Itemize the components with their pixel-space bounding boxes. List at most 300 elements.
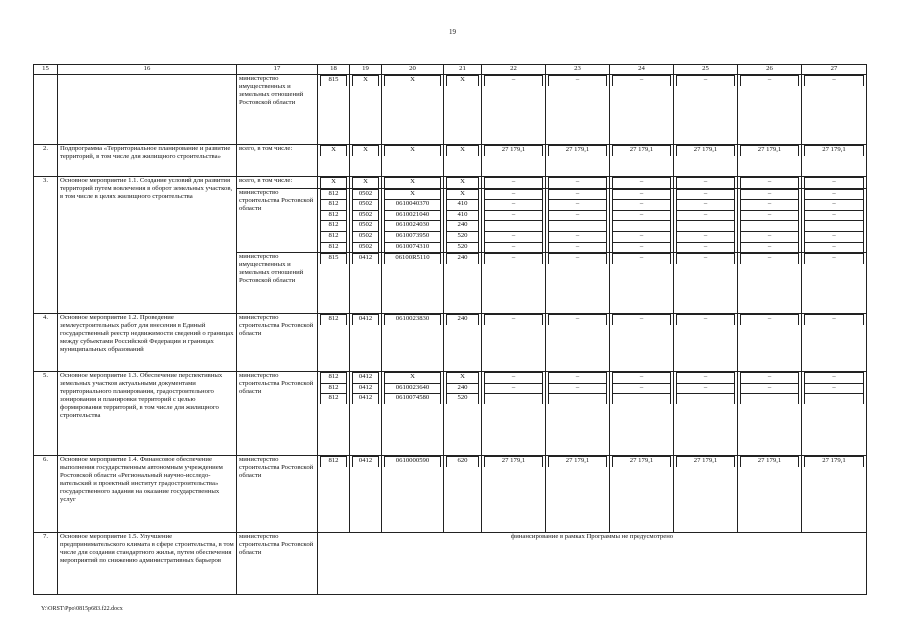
value-stack — [320, 177, 347, 188]
amount-value: – — [677, 189, 735, 200]
amount-value: – — [613, 231, 671, 242]
value-stack — [484, 372, 543, 404]
value-stack — [612, 456, 671, 467]
row-number: 2. — [34, 145, 58, 177]
value-stack — [384, 75, 441, 86]
value-stack — [612, 253, 671, 264]
value-line — [353, 383, 379, 394]
amount-value: – — [677, 210, 735, 221]
amount-value: – — [677, 178, 735, 188]
column-header: 18 — [318, 65, 350, 75]
code-rzpr-value: X — [353, 76, 379, 86]
value-line — [677, 242, 735, 252]
value-stack — [352, 75, 379, 86]
value-line — [353, 200, 379, 211]
code-vr-value: X — [447, 189, 479, 200]
value-cell — [802, 314, 867, 372]
value-line — [677, 394, 735, 404]
value-stack — [740, 189, 799, 253]
amount-value — [613, 394, 671, 404]
amount-value: – — [613, 178, 671, 188]
value-line — [485, 221, 543, 232]
value-line — [805, 76, 864, 86]
amount-value — [741, 221, 799, 232]
value-line — [677, 146, 735, 156]
value-line — [677, 76, 735, 86]
value-cell — [610, 314, 674, 372]
amount-value: – — [677, 315, 735, 325]
value-cell — [318, 314, 350, 372]
value-line — [447, 254, 479, 264]
value-line — [385, 383, 441, 394]
amount-value: – — [485, 254, 543, 264]
code-csr-value: 0610000590 — [385, 457, 441, 467]
value-cell — [350, 188, 382, 253]
value-line — [353, 231, 379, 242]
amount-value: – — [677, 76, 735, 86]
value-line — [321, 210, 347, 221]
value-stack — [384, 314, 441, 325]
value-line — [447, 231, 479, 242]
value-stack — [446, 253, 479, 264]
value-cell — [610, 456, 674, 533]
value-line — [741, 200, 799, 211]
event-name: Подпрограмма «Территориальное планирование и развитие территорий, в том числе для жилищного строительства» — [58, 145, 237, 177]
amount-value: 27 179,1 — [805, 457, 864, 467]
table-row — [34, 456, 867, 533]
value-line — [741, 76, 799, 86]
value-line — [805, 254, 864, 264]
value-stack — [612, 189, 671, 253]
value-stack — [676, 75, 735, 86]
value-line — [447, 178, 479, 188]
value-line — [677, 457, 735, 467]
code-vr-value: 240 — [447, 221, 479, 232]
value-stack — [740, 456, 799, 467]
value-cell — [350, 145, 382, 177]
code-grbs-value: X — [321, 178, 347, 188]
value-line — [741, 146, 799, 156]
code-rzpr-value: 0412 — [353, 457, 379, 467]
event-name: Основное мероприятие 1.2. Проведение землеустроительных работ для внесения в Единый государственный реестр недвижимости сведений о границах между субъектами Российской Федерации и границах муниципальных образований — [58, 314, 237, 372]
amount-value: – — [485, 231, 543, 242]
value-line — [353, 146, 379, 156]
amount-value: – — [741, 178, 799, 188]
amount-value: – — [741, 373, 799, 384]
value-line — [741, 231, 799, 242]
value-stack — [320, 314, 347, 325]
amount-value: – — [805, 373, 864, 384]
code-grbs-value: 812 — [321, 373, 347, 384]
value-stack — [612, 372, 671, 404]
code-rzpr-value: 0412 — [353, 315, 379, 325]
code-rzpr-value: 0502 — [353, 231, 379, 242]
value-stack — [352, 456, 379, 467]
value-stack — [484, 314, 543, 325]
value-line — [485, 200, 543, 211]
amount-value: 27 179,1 — [741, 457, 799, 467]
value-line — [549, 231, 607, 242]
value-cell — [382, 145, 444, 177]
value-stack — [320, 75, 347, 86]
value-line — [485, 373, 543, 384]
amount-value: – — [613, 315, 671, 325]
value-cell — [802, 145, 867, 177]
value-cell — [482, 145, 546, 177]
code-vr-value: 410 — [447, 200, 479, 211]
code-csr-value: X — [385, 373, 441, 384]
code-grbs-value: 812 — [321, 242, 347, 252]
amount-value: – — [549, 200, 607, 211]
value-line — [485, 146, 543, 156]
code-rzpr-value: 0502 — [353, 221, 379, 232]
value-stack — [740, 314, 799, 325]
value-cell — [546, 75, 610, 145]
event-name: Основное мероприятие 1.5. Улучшение предпринимательского климата в сфере строительства, в том числе для создания стандартного жилья, путем обеспечения мероприятий по снижению административных барьеров — [58, 533, 237, 595]
amount-value: – — [613, 76, 671, 86]
code-vr-value: 240 — [447, 315, 479, 325]
code-vr-value: X — [447, 178, 479, 188]
value-cell — [382, 75, 444, 145]
amount-value: 27 179,1 — [613, 146, 671, 156]
amount-value: – — [677, 200, 735, 211]
value-cell — [350, 456, 382, 533]
column-header: 22 — [482, 65, 546, 75]
table-row — [34, 533, 867, 595]
amount-value — [677, 394, 735, 404]
value-stack — [484, 189, 543, 253]
event-name: Основное мероприятие 1.1. Создание условий для развития территорий путем вовлечения в оборот земельных участков, в том числе в целях жилищного строительства — [58, 177, 237, 314]
value-line — [385, 231, 441, 242]
amount-value: – — [485, 383, 543, 394]
code-vr-value: 240 — [447, 254, 479, 264]
value-stack — [804, 314, 864, 325]
value-stack — [446, 75, 479, 86]
value-line — [549, 200, 607, 211]
value-cell — [382, 177, 444, 189]
amount-value: – — [485, 242, 543, 252]
value-cell — [482, 253, 546, 314]
value-cell — [802, 253, 867, 314]
value-cell — [318, 75, 350, 145]
value-cell — [802, 456, 867, 533]
value-line — [677, 178, 735, 188]
header-row — [34, 65, 867, 75]
value-cell — [674, 314, 738, 372]
amount-value: 27 179,1 — [805, 146, 864, 156]
value-cell — [318, 253, 350, 314]
code-rzpr-value: X — [353, 178, 379, 188]
value-stack — [446, 314, 479, 325]
amount-value: – — [741, 254, 799, 264]
value-line — [549, 178, 607, 188]
value-line — [385, 146, 441, 156]
value-stack — [320, 145, 347, 156]
value-cell — [482, 75, 546, 145]
amount-value: – — [549, 383, 607, 394]
value-stack — [740, 75, 799, 86]
value-cell — [546, 177, 610, 189]
row-number: 3. — [34, 177, 58, 314]
value-line — [805, 146, 864, 156]
amount-value: – — [549, 373, 607, 384]
value-stack — [676, 253, 735, 264]
code-vr-value: 240 — [447, 383, 479, 394]
value-cell — [444, 145, 482, 177]
value-stack — [548, 189, 607, 253]
value-line — [353, 254, 379, 264]
value-cell — [546, 145, 610, 177]
value-line — [613, 221, 671, 232]
value-line — [353, 221, 379, 232]
amount-value: – — [741, 76, 799, 86]
value-line — [447, 210, 479, 221]
value-line — [613, 254, 671, 264]
executor: министерство строительства Ростовской области — [237, 314, 318, 372]
table-row — [34, 177, 867, 189]
executor: министерство строительства Ростовской области — [237, 533, 318, 595]
column-header: 21 — [444, 65, 482, 75]
value-stack — [320, 189, 347, 253]
amount-value: – — [549, 242, 607, 252]
value-stack — [484, 75, 543, 86]
value-stack — [352, 372, 379, 404]
value-cell — [382, 456, 444, 533]
value-line — [549, 394, 607, 404]
value-cell — [444, 456, 482, 533]
amount-value: – — [485, 210, 543, 221]
value-line — [353, 373, 379, 384]
amount-value: – — [677, 231, 735, 242]
value-stack — [446, 177, 479, 188]
value-stack — [320, 253, 347, 264]
code-grbs-value: 812 — [321, 383, 347, 394]
value-line — [549, 210, 607, 221]
value-stack — [612, 314, 671, 325]
code-rzpr-value: X — [353, 146, 379, 156]
value-stack — [384, 145, 441, 156]
amount-value: – — [613, 373, 671, 384]
code-csr-value: 0610074580 — [385, 394, 441, 404]
value-line — [613, 457, 671, 467]
value-line — [447, 315, 479, 325]
value-stack — [484, 177, 543, 188]
amount-value: – — [549, 210, 607, 221]
value-line — [321, 189, 347, 200]
value-cell — [674, 177, 738, 189]
code-rzpr-value: 0502 — [353, 242, 379, 252]
value-line — [613, 200, 671, 211]
row-number: 5. — [34, 372, 58, 456]
value-line — [485, 315, 543, 325]
code-csr-value: 0610023640 — [385, 383, 441, 394]
value-cell — [546, 372, 610, 456]
amount-value: 27 179,1 — [549, 457, 607, 467]
amount-value: – — [741, 315, 799, 325]
value-cell — [444, 177, 482, 189]
value-line — [485, 254, 543, 264]
value-stack — [804, 456, 864, 467]
value-line — [741, 221, 799, 232]
value-cell — [318, 372, 350, 456]
value-cell — [546, 253, 610, 314]
amount-value — [613, 221, 671, 232]
code-rzpr-value: 0502 — [353, 189, 379, 200]
amount-value: – — [741, 189, 799, 200]
value-line — [741, 394, 799, 404]
value-line — [549, 373, 607, 384]
code-grbs-value: 812 — [321, 394, 347, 404]
value-line — [447, 394, 479, 404]
value-line — [353, 242, 379, 252]
value-line — [613, 231, 671, 242]
value-line — [677, 373, 735, 384]
code-rzpr-value: 0412 — [353, 254, 379, 264]
value-cell — [674, 188, 738, 253]
value-stack — [804, 372, 864, 404]
value-line — [549, 254, 607, 264]
value-line — [549, 457, 607, 467]
value-line — [549, 146, 607, 156]
code-csr-value: X — [385, 76, 441, 86]
value-line — [321, 242, 347, 252]
value-stack — [446, 189, 479, 253]
value-cell — [444, 253, 482, 314]
amount-value: – — [613, 254, 671, 264]
value-line — [447, 76, 479, 86]
value-line — [485, 242, 543, 252]
value-line — [805, 242, 864, 252]
value-cell — [318, 145, 350, 177]
amount-value: – — [485, 189, 543, 200]
value-cell — [318, 188, 350, 253]
value-stack — [740, 253, 799, 264]
event-name: Основное мероприятие 1.4. Финансовое обеспечение выполнения государственным автономным учреждением Ростовской области «Региональный научно-исследо-вательский и проектный институт градостроительства» государственного задания на оказание государственных услуг — [58, 456, 237, 533]
code-csr-value: 0610074310 — [385, 242, 441, 252]
executor: министерство строительства Ростовской области — [237, 372, 318, 456]
value-line — [385, 457, 441, 467]
value-cell — [350, 314, 382, 372]
value-stack — [740, 372, 799, 404]
value-line — [485, 178, 543, 188]
value-line — [385, 178, 441, 188]
value-line — [677, 210, 735, 221]
code-csr-value: X — [385, 178, 441, 188]
amount-value — [741, 394, 799, 404]
amount-value: 27 179,1 — [741, 146, 799, 156]
value-cell — [738, 253, 802, 314]
column-header: 26 — [738, 65, 802, 75]
row-number: 6. — [34, 456, 58, 533]
code-vr-value: 620 — [447, 457, 479, 467]
value-cell — [674, 75, 738, 145]
value-line — [353, 394, 379, 404]
value-line — [385, 373, 441, 384]
value-line — [447, 457, 479, 467]
value-line — [321, 76, 347, 86]
value-stack — [484, 253, 543, 264]
value-cell — [482, 314, 546, 372]
value-cell — [802, 188, 867, 253]
value-line — [549, 221, 607, 232]
column-header: 23 — [546, 65, 610, 75]
value-stack — [548, 456, 607, 467]
executor: всего, в том числе: — [237, 145, 318, 177]
value-cell — [802, 177, 867, 189]
code-grbs-value: 812 — [321, 200, 347, 211]
value-cell — [610, 188, 674, 253]
value-line — [613, 146, 671, 156]
value-cell — [738, 456, 802, 533]
value-line — [613, 178, 671, 188]
value-stack — [446, 372, 479, 404]
value-cell — [482, 188, 546, 253]
value-line — [485, 394, 543, 404]
column-header: 24 — [610, 65, 674, 75]
code-csr-value: 0610021040 — [385, 210, 441, 221]
value-cell — [382, 314, 444, 372]
value-line — [321, 394, 347, 404]
amount-value: 27 179,1 — [677, 146, 735, 156]
amount-value — [549, 221, 607, 232]
value-line — [613, 76, 671, 86]
value-line — [321, 200, 347, 211]
value-stack — [352, 314, 379, 325]
value-line — [677, 221, 735, 232]
value-stack — [446, 145, 479, 156]
value-cell — [318, 177, 350, 189]
value-line — [385, 242, 441, 252]
row-number — [34, 75, 58, 145]
value-stack — [804, 145, 864, 156]
value-stack — [484, 145, 543, 156]
value-line — [385, 254, 441, 264]
amount-value: – — [677, 254, 735, 264]
amount-value: – — [805, 76, 864, 86]
page-number: 19 — [449, 28, 456, 36]
value-line — [741, 189, 799, 200]
value-line — [613, 315, 671, 325]
amount-value: – — [549, 231, 607, 242]
code-grbs-value: 812 — [321, 315, 347, 325]
value-line — [321, 315, 347, 325]
amount-value: 27 179,1 — [485, 457, 543, 467]
value-line — [321, 254, 347, 264]
value-line — [613, 242, 671, 252]
column-header: 17 — [237, 65, 318, 75]
value-cell — [482, 177, 546, 189]
amount-value: – — [613, 242, 671, 252]
value-cell — [444, 372, 482, 456]
value-line — [385, 394, 441, 404]
value-cell — [802, 372, 867, 456]
value-line — [353, 178, 379, 188]
value-line — [385, 210, 441, 221]
amount-value: 27 179,1 — [677, 457, 735, 467]
value-line — [805, 383, 864, 394]
executor: всего, в том числе: — [237, 177, 318, 189]
value-cell — [350, 253, 382, 314]
value-stack — [612, 177, 671, 188]
value-cell — [546, 456, 610, 533]
code-vr-value: 520 — [447, 231, 479, 242]
value-line — [321, 373, 347, 384]
value-line — [385, 315, 441, 325]
amount-value: – — [485, 200, 543, 211]
value-line — [385, 76, 441, 86]
value-cell — [444, 188, 482, 253]
code-grbs-value: 815 — [321, 76, 347, 86]
